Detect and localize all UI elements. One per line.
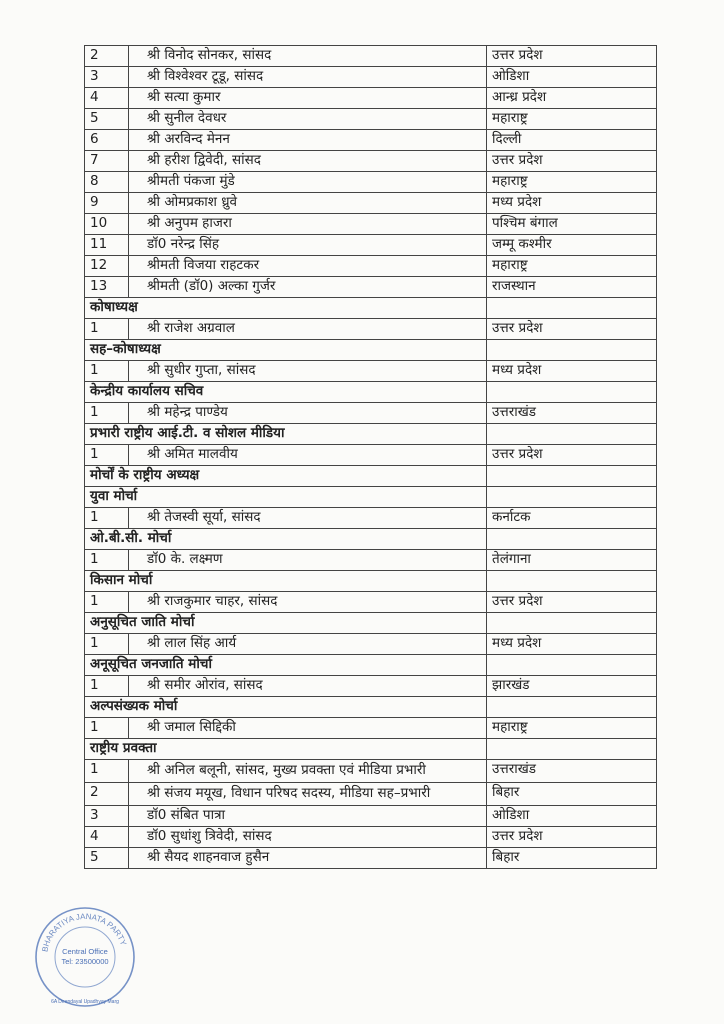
- member-name: डॉ0 सुधांशु त्रिवेदी, सांसद: [129, 827, 487, 848]
- member-state: बिहार: [487, 783, 657, 806]
- empty-cell: [487, 739, 657, 760]
- member-state: उत्तर प्रदेश: [487, 319, 657, 340]
- member-state: महाराष्ट्र: [487, 172, 657, 193]
- section-header-row: [85, 529, 657, 550]
- serial-number: 11: [85, 235, 129, 256]
- member-state: उत्तराखंड: [487, 403, 657, 424]
- member-state: बिहार: [487, 848, 657, 869]
- section-title: सह–कोषाध्यक्ष: [85, 340, 487, 361]
- serial-number: 13: [85, 277, 129, 298]
- member-row: [85, 718, 657, 739]
- member-name: श्री लाल सिंह आर्य: [129, 634, 487, 655]
- section-header-row: [85, 571, 657, 592]
- member-state: उत्तर प्रदेश: [487, 151, 657, 172]
- serial-number: 1: [85, 718, 129, 739]
- member-row: [85, 193, 657, 214]
- member-row: [85, 445, 657, 466]
- member-name: श्री राजकुमार चाहर, सांसद: [129, 592, 487, 613]
- member-row: [85, 550, 657, 571]
- stamp-address: 6A Deendayal Upadhyay Marg: [51, 999, 119, 1005]
- empty-cell: [487, 529, 657, 550]
- member-state: तेलंगाना: [487, 550, 657, 571]
- serial-number: 1: [85, 676, 129, 697]
- empty-cell: [487, 382, 657, 403]
- member-state: दिल्ली: [487, 130, 657, 151]
- member-state: महाराष्ट्र: [487, 718, 657, 739]
- member-name: श्री विनोद सोनकर, सांसद: [129, 46, 487, 67]
- member-name: श्री महेन्द्र पाण्डेय: [129, 403, 487, 424]
- member-name: श्री हरीश द्विवेदी, सांसद: [129, 151, 487, 172]
- section-header-row: [85, 298, 657, 319]
- member-state: पश्चिम बंगाल: [487, 214, 657, 235]
- empty-cell: [487, 340, 657, 361]
- serial-number: 8: [85, 172, 129, 193]
- member-row: [85, 277, 657, 298]
- member-state: उत्तराखंड: [487, 760, 657, 783]
- member-state: कर्नाटक: [487, 508, 657, 529]
- serial-number: 1: [85, 319, 129, 340]
- serial-number: 1: [85, 760, 129, 783]
- member-state: झारखंड: [487, 676, 657, 697]
- serial-number: 1: [85, 550, 129, 571]
- serial-number: 1: [85, 403, 129, 424]
- section-title: कोषाध्यक्ष: [85, 298, 487, 319]
- empty-cell: [487, 571, 657, 592]
- member-name: श्री संजय मयूख, विधान परिषद सदस्य, मीडिया सह–प्रभारी: [129, 783, 487, 806]
- member-name: डॉ0 के. लक्ष्मण: [129, 550, 487, 571]
- member-row: [85, 361, 657, 382]
- empty-cell: [487, 487, 657, 508]
- serial-number: 2: [85, 46, 129, 67]
- office-bearers-table: [84, 45, 657, 869]
- member-name: श्री अनिल बलूनी, सांसद, मुख्य प्रवक्ता एवं मीडिया प्रभारी: [129, 760, 487, 783]
- member-name: श्री अमित मालवीय: [129, 445, 487, 466]
- serial-number: 1: [85, 592, 129, 613]
- empty-cell: [487, 697, 657, 718]
- member-state: मध्य प्रदेश: [487, 361, 657, 382]
- member-row: [85, 256, 657, 277]
- empty-cell: [487, 424, 657, 445]
- member-name: श्रीमती (डॉ0) अल्का गुर्जर: [129, 277, 487, 298]
- section-header-row: [85, 340, 657, 361]
- member-state: आन्ध्र प्रदेश: [487, 88, 657, 109]
- section-header-row: [85, 613, 657, 634]
- serial-number: 10: [85, 214, 129, 235]
- serial-number: 2: [85, 783, 129, 806]
- section-title: प्रभारी राष्ट्रीय आई.टी. व सोशल मीडिया: [85, 424, 487, 445]
- member-name: श्री सुनील देवधर: [129, 109, 487, 130]
- member-row: [85, 235, 657, 256]
- section-header-row: [85, 697, 657, 718]
- serial-number: 1: [85, 634, 129, 655]
- party-seal-stamp: [33, 905, 137, 1009]
- serial-number: 1: [85, 445, 129, 466]
- member-state: मध्य प्रदेश: [487, 193, 657, 214]
- section-header-row: [85, 655, 657, 676]
- member-name: श्री जमाल सिद्दिकी: [129, 718, 487, 739]
- member-name: श्री अरविन्द मेनन: [129, 130, 487, 151]
- member-state: राजस्थान: [487, 277, 657, 298]
- member-name: श्रीमती विजया राहटकर: [129, 256, 487, 277]
- serial-number: 1: [85, 361, 129, 382]
- member-row: [85, 172, 657, 193]
- serial-number: 3: [85, 67, 129, 88]
- member-row: [85, 403, 657, 424]
- member-state: उत्तर प्रदेश: [487, 445, 657, 466]
- section-title: अल्पसंख्यक मोर्चा: [85, 697, 487, 718]
- empty-cell: [487, 613, 657, 634]
- member-row: [85, 151, 657, 172]
- member-name: श्री सत्या कुमार: [129, 88, 487, 109]
- serial-number: 7: [85, 151, 129, 172]
- member-name: श्री ओमप्रकाश ध्रुवे: [129, 193, 487, 214]
- member-state: उत्तर प्रदेश: [487, 46, 657, 67]
- member-row: [85, 827, 657, 848]
- member-name: डॉ0 नरेन्द्र सिंह: [129, 235, 487, 256]
- member-row: [85, 319, 657, 340]
- member-row: [85, 508, 657, 529]
- section-title: अनूसूचित जनजाति मोर्चा: [85, 655, 487, 676]
- section-title: मोर्चों के राष्ट्रीय अध्यक्ष: [85, 466, 487, 487]
- stamp-tel: Tel: 23500000: [61, 957, 109, 966]
- empty-cell: [487, 655, 657, 676]
- serial-number: 1: [85, 508, 129, 529]
- member-row: [85, 88, 657, 109]
- serial-number: 4: [85, 88, 129, 109]
- member-name: डॉ0 संबित पात्रा: [129, 806, 487, 827]
- member-state: महाराष्ट्र: [487, 109, 657, 130]
- member-row: [85, 634, 657, 655]
- empty-cell: [487, 298, 657, 319]
- section-title: राष्ट्रीय प्रवक्ता: [85, 739, 487, 760]
- member-row: [85, 760, 657, 783]
- section-title: अनुसूचित जाति मोर्चा: [85, 613, 487, 634]
- member-name: श्री राजेश अग्रवाल: [129, 319, 487, 340]
- serial-number: 5: [85, 848, 129, 869]
- member-state: उत्तर प्रदेश: [487, 827, 657, 848]
- member-row: [85, 130, 657, 151]
- member-row: [85, 214, 657, 235]
- member-row: [85, 783, 657, 806]
- member-row: [85, 848, 657, 869]
- section-header-row: [85, 382, 657, 403]
- section-title: केन्द्रीय कार्यालय सचिव: [85, 382, 487, 403]
- member-name: श्री तेजस्वी सूर्या, सांसद: [129, 508, 487, 529]
- member-row: [85, 109, 657, 130]
- serial-number: 5: [85, 109, 129, 130]
- member-name: श्री सुधीर गुप्ता, सांसद: [129, 361, 487, 382]
- member-state: ओडिशा: [487, 806, 657, 827]
- member-name: श्रीमती पंकजा मुंडे: [129, 172, 487, 193]
- section-title: किसान मोर्चा: [85, 571, 487, 592]
- member-state: मध्य प्रदेश: [487, 634, 657, 655]
- stamp-office: Central Office: [62, 947, 108, 956]
- member-row: [85, 46, 657, 67]
- member-name: श्री समीर ओरांव, सांसद: [129, 676, 487, 697]
- member-row: [85, 676, 657, 697]
- member-name: श्री अनुपम हाजरा: [129, 214, 487, 235]
- member-state: जम्मू कश्मीर: [487, 235, 657, 256]
- serial-number: 4: [85, 827, 129, 848]
- serial-number: 6: [85, 130, 129, 151]
- member-state: ओडिशा: [487, 67, 657, 88]
- serial-number: 9: [85, 193, 129, 214]
- member-state: उत्तर प्रदेश: [487, 592, 657, 613]
- serial-number: 3: [85, 806, 129, 827]
- stamp-ring-text: BHARATIYA JANATA PARTY: [40, 911, 129, 953]
- empty-cell: [487, 466, 657, 487]
- member-name: श्री विश्वेश्वर टूडू, सांसद: [129, 67, 487, 88]
- serial-number: 12: [85, 256, 129, 277]
- member-name: श्री सैयद शाहनवाज हुसैन: [129, 848, 487, 869]
- section-header-row: [85, 487, 657, 508]
- member-row: [85, 592, 657, 613]
- member-row: [85, 67, 657, 88]
- member-state: महाराष्ट्र: [487, 256, 657, 277]
- member-row: [85, 806, 657, 827]
- section-header-row: [85, 739, 657, 760]
- section-header-row: [85, 424, 657, 445]
- section-title: ओ.बी.सी. मोर्चा: [85, 529, 487, 550]
- section-title: युवा मोर्चा: [85, 487, 487, 508]
- section-header-row: [85, 466, 657, 487]
